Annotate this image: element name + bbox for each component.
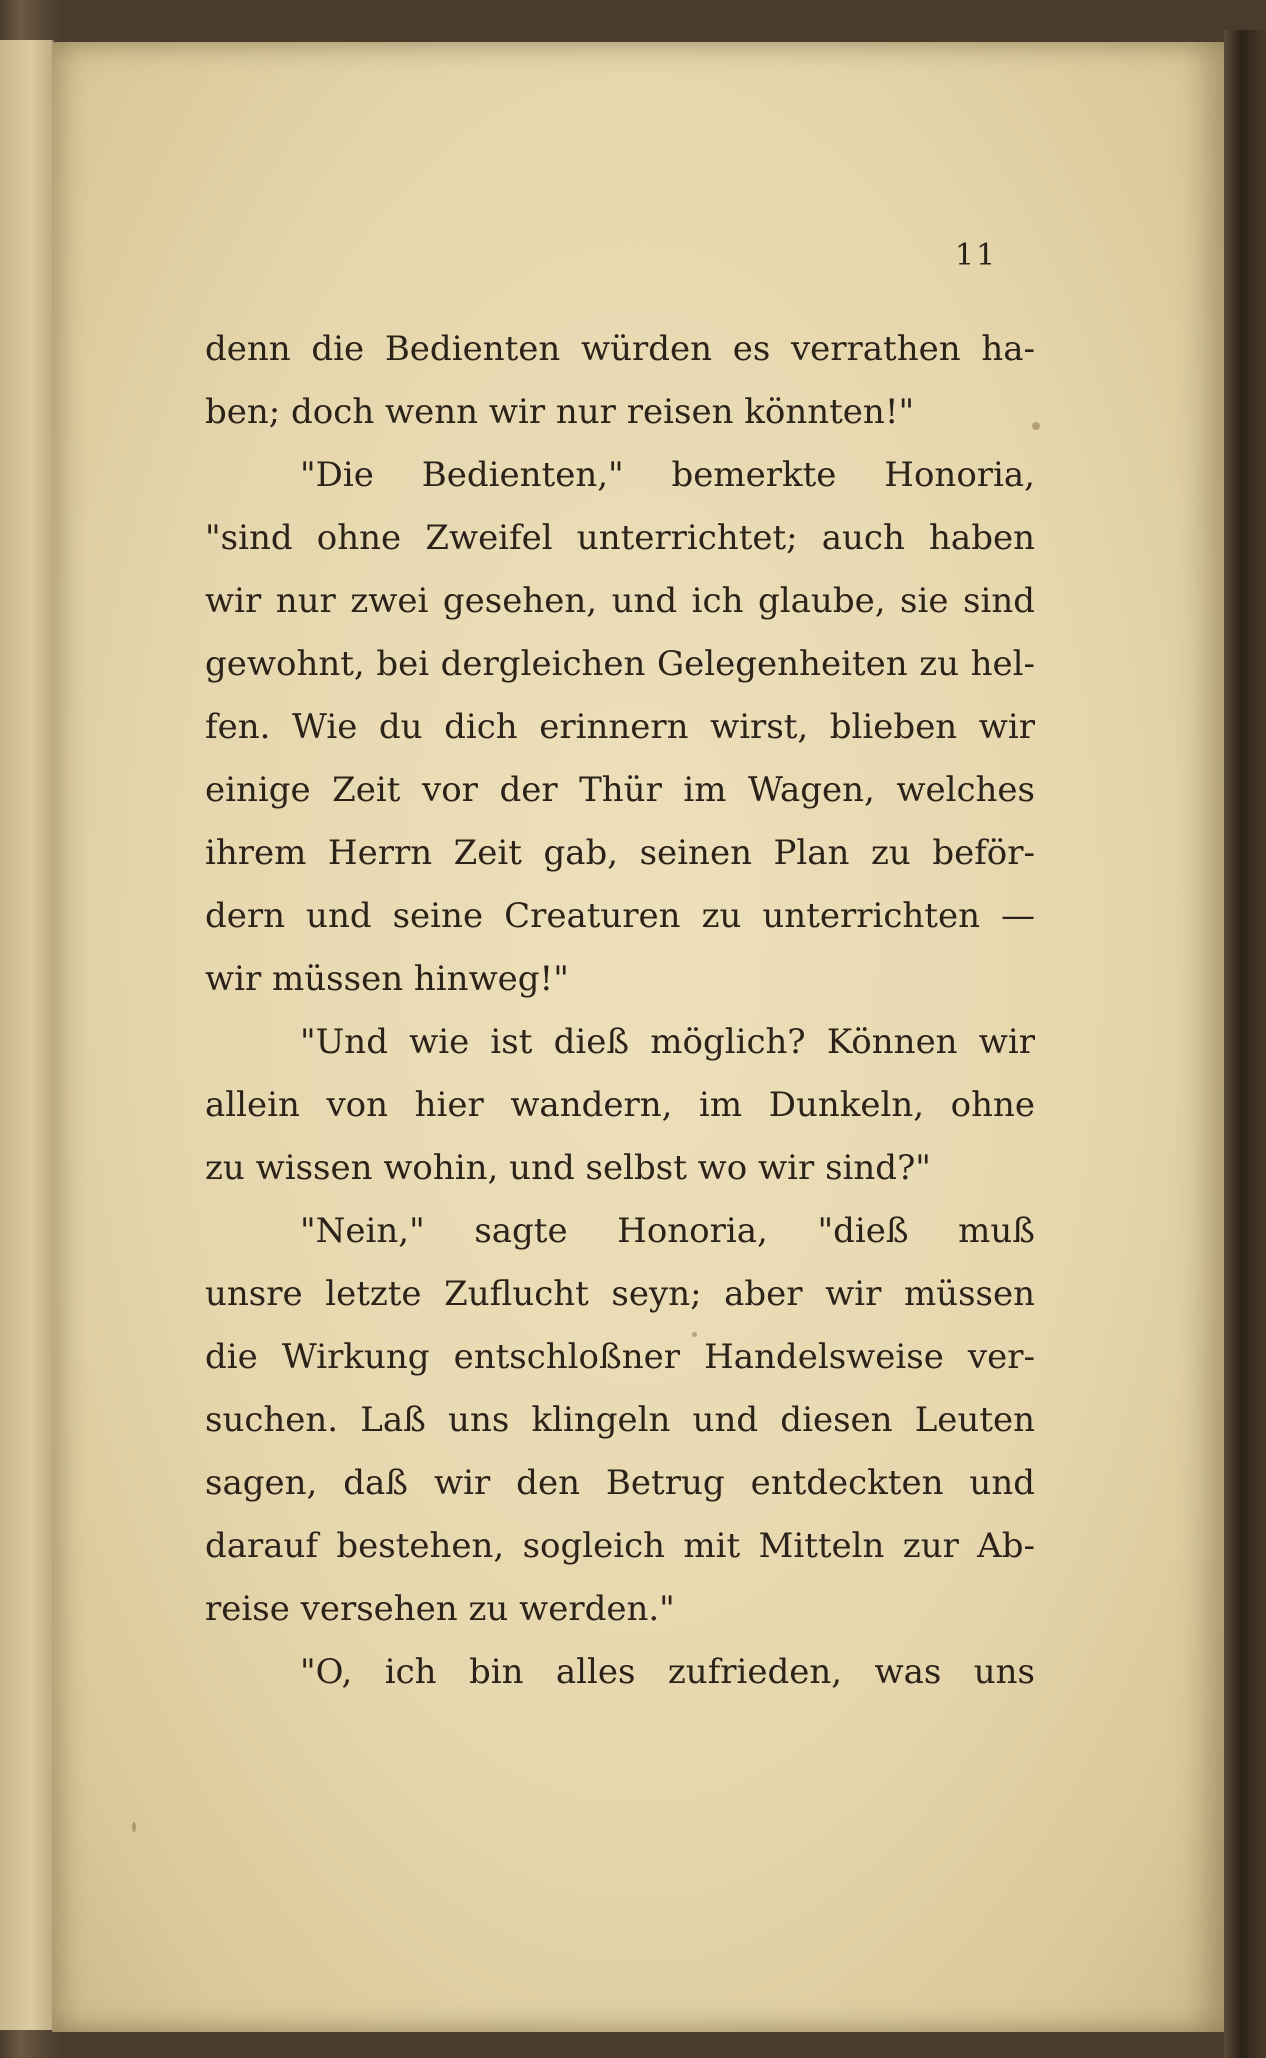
paper-speck <box>132 1822 136 1832</box>
text-line: "Nein," sagte Honoria, "dieß muß <box>300 1211 1035 1251</box>
book-cover-edge <box>1224 30 1266 2058</box>
text-line: "sind ohne Zweifel unterrichtet; auch haben <box>205 518 1035 558</box>
text-line: dern und seine Creaturen zu unterrichten — <box>205 896 1035 936</box>
text-line: fen. Wie du dich erinnern wirst, blieben wir <box>205 707 1035 747</box>
text-line: unsre letzte Zuflucht seyn; aber wir müssen <box>205 1274 1035 1314</box>
text-line: zu wissen wohin, und selbst wo wir sind?" <box>205 1148 931 1188</box>
text-line: wir müssen hinweg!" <box>205 959 569 999</box>
text-line: "Und wie ist dieß möglich? Können wir <box>300 1022 1035 1062</box>
text-line: ihrem Herrn Zeit gab, seinen Plan zu beför- <box>205 833 1035 873</box>
text-line: die Wirkung entschloßner Handelsweise ver- <box>205 1337 1035 1377</box>
text-line: gewohnt, bei dergleichen Gelegenheiten zu hel- <box>205 644 1035 684</box>
text-line: "O, ich bin alles zufrieden, was uns <box>300 1652 1035 1692</box>
text-line: reise versehen zu werden." <box>205 1589 675 1629</box>
page-number: 11 <box>955 238 998 273</box>
text-line: denn die Bedienten würden es verrathen ha- <box>205 329 1035 369</box>
text-line: darauf bestehen, sogleich mit Mitteln zur Ab- <box>205 1526 1035 1566</box>
text-line: allein von hier wandern, im Dunkeln, ohne <box>205 1085 1035 1125</box>
text-line: sagen, daß wir den Betrug entdeckten und <box>205 1463 1035 1503</box>
text-line: wir nur zwei gesehen, und ich glaube, sie sind <box>205 581 1035 621</box>
text-line: suchen. Laß uns klingeln und diesen Leuten <box>205 1400 1035 1440</box>
page-body-text <box>205 318 1035 1704</box>
text-line: "Die Bedienten," bemerkte Honoria, <box>300 455 1035 495</box>
text-line: einige Zeit vor der Thür im Wagen, welches <box>205 770 1035 810</box>
text-line: ben; doch wenn wir nur reisen könnten!" <box>205 392 915 432</box>
facing-page-edge <box>0 40 54 2030</box>
